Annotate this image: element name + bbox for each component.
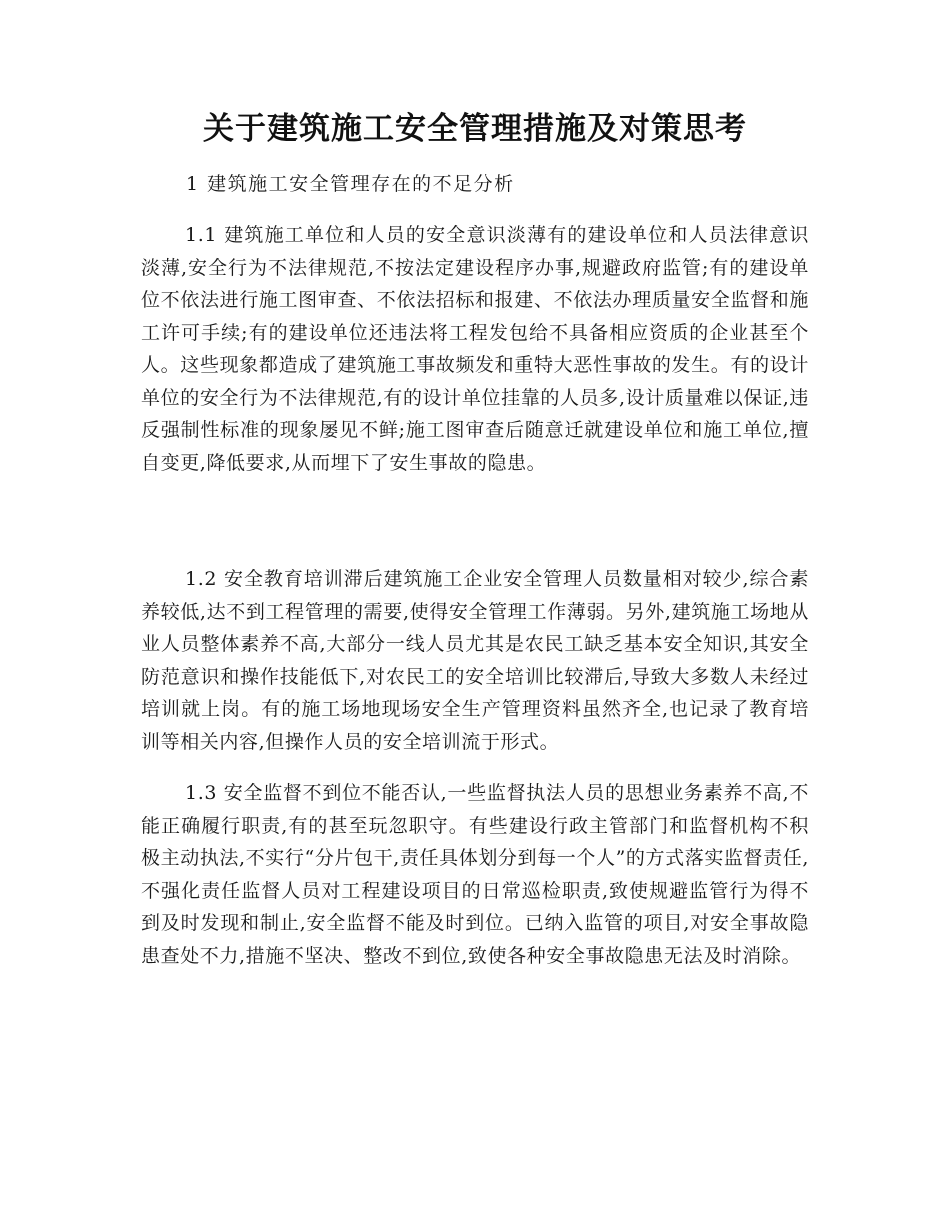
paragraph-1-2: 1.2 安全教育培训滞后建筑施工企业安全管理人员数量相对较少,综合素养较低,达不到工程管理的需要,使得安全管理工作薄弱。另外,建筑施工场地从业人员整体素养不高,大部分一线人员尤其是农民工缺乏基本安全知识,其安全防范意识和操作技能低下,对农民工的安全培训比较滞后,导致大多数人未经过培训就上岗。有的施工场地现场安全生产管理资料虽然齐全,也记录了教育培训等相关内容,但操作人员的安全培训流于形式。	[141, 568, 809, 753]
paragraph-1-3: 1.3 安全监督不到位不能否认,一些监督执法人员的思想业务素养不高,不能正确履行职责,有的甚至玩忽职守。有些建设行政主管部门和监督机构不积极主动执法,不实行“分片包干,责任具体划分到每一个人”的方式落实监督责任,不强化责任监督人员对工程建设项目的日常巡检职责,致使规避监管行为得不到及时发现和制止,安全监督不能及时到位。已纳入监管的项目,对安全事故隐患查处不力,措施不坚决、整改不到位,致使各种安全事故隐患无法及时消除。	[141, 782, 809, 967]
paragraph-1-1: 1.1 建筑施工单位和人员的安全意识淡薄有的建设单位和人员法律意识淡薄,安全行为不法律规范,不按法定建设程序办事,规避政府监管;有的建设单位不依法进行施工图审查、不依法招标和报建、不依法办理质量安全监督和施工许可手续;有的建设单位还违法将工程发包给不具备相应资质的企业甚至个人。这些现象都造成了建筑施工事故频发和重特大恶性事故的发生。有的设计单位的安全行为不法律规范,有的设计单位挂靠的人员多,设计质量难以保证,违反强制性标准的现象屡见不鲜;施工图审查后随意迁就建设单位和施工单位,擅自变更,降低要求,从而埋下了安生事故的隐患。	[141, 224, 809, 474]
document-title: 关于建筑施工安全管理措施及对策思考	[203, 111, 747, 147]
section-heading: 1 建筑施工安全管理存在的不足分析	[186, 173, 515, 195]
